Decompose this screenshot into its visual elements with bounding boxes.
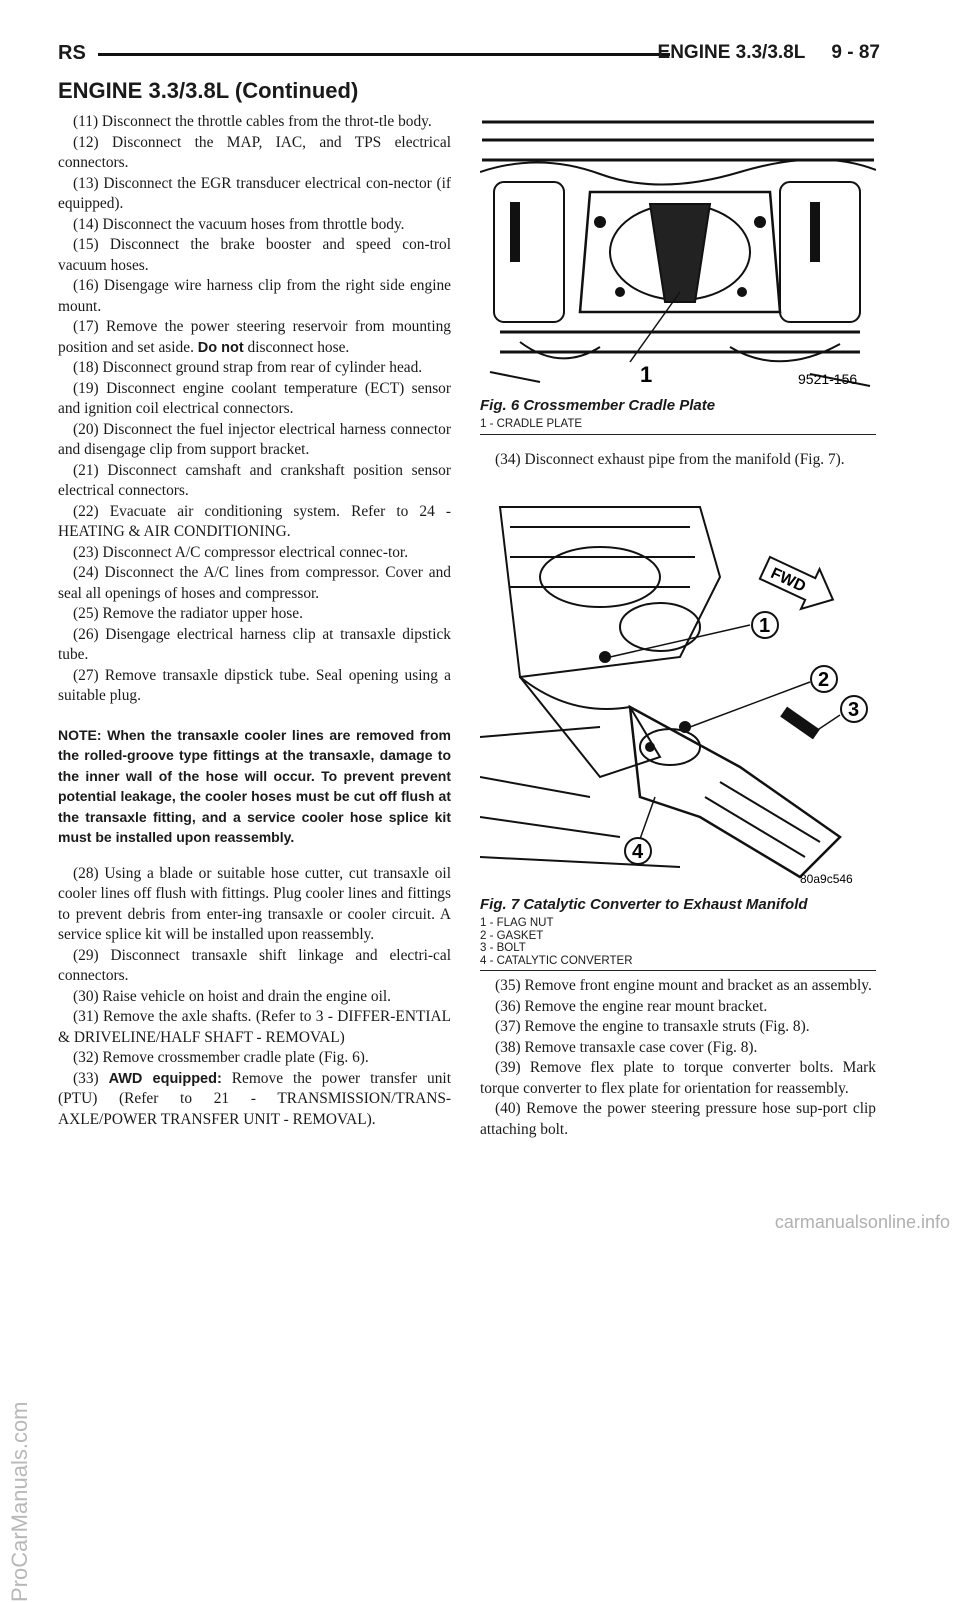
step-paragraph: (15) Disconnect the brake booster and speed con-trol vacuum hoses. [58, 236, 451, 274]
step-paragraph: (29) Disconnect transaxle shift linkage and electri-cal connectors. [58, 946, 451, 984]
step-paragraph: (18) Disconnect ground strap from rear of cylinder head. [73, 359, 423, 376]
figure-7-illustration [480, 497, 876, 894]
step-paragraph: (21) Disconnect camshaft and crankshaft position sensor electrical connectors. [58, 461, 451, 499]
legend-item: 3 - BOLT [480, 942, 526, 954]
page-header [58, 38, 880, 68]
header-section-code: RS [58, 42, 86, 64]
step-paragraph: (25) Remove the radiator upper hose. [73, 605, 303, 622]
callout-1: 1 [759, 615, 771, 637]
right-column-step-34 [480, 450, 876, 471]
step-paragraph: (14) Disconnect the vacuum hoses from throttle body. [73, 215, 405, 233]
right-column-steps [480, 976, 876, 1140]
header-rule [98, 53, 670, 56]
step-paragraph: (12) Disconnect the MAP, IAC, and TPS electrical connectors. [58, 133, 451, 171]
step-paragraph: (16) Disengage wire harness clip from the right side engine mount. [58, 277, 451, 315]
footer-watermark: carmanualsonline.info [774, 1212, 950, 1232]
figure-6-caption: Fig. 6 Crossmember Cradle Plate [480, 397, 716, 414]
step-paragraph-17 [58, 317, 451, 358]
step-paragraph: (28) Using a blade or suitable hose cutter, cut transaxle oil cooler lines off flush with fittings. Plug cooler lines and fittings to prevent debris from enter-ing transaxle or cooler circuit. A service splice kit will be installed upon reassembly. [58, 864, 451, 943]
callout-2: 2 [818, 669, 830, 691]
callout-4: 4 [632, 841, 644, 863]
legend-item: 1 - CRADLE PLATE [480, 418, 583, 430]
step-paragraph: (30) Raise vehicle on hoist and drain the engine oil. [73, 987, 391, 1005]
section-title: ENGINE 3.3/3.8L (Continued) [58, 78, 359, 103]
catalytic-converter-drawing [480, 497, 876, 889]
step-paragraph: (13) Disconnect the EGR transducer electrical con-nector (if equipped). [58, 174, 451, 212]
figure-6-illustration [480, 112, 876, 395]
step-33-text: (33) [73, 1069, 109, 1087]
cradle-plate-drawing [480, 112, 876, 390]
step-paragraph: (35) Remove front engine mount and bracket as an assembly. [495, 977, 872, 994]
figure-rule [480, 434, 876, 435]
step-paragraph: (20) Disconnect the fuel injector electrical harness connector and disengage clip from support bracket. [58, 420, 451, 458]
figure-rule [480, 970, 876, 971]
figure-7-legend [480, 917, 876, 967]
step-33-text-end: Remove the power transfer unit (PTU) (Refer to 21 - TRANSMISSION/TRANS-AXLE/POWER TRANSFER UNIT - REMOVAL). [58, 1069, 451, 1128]
figure-7-caption: Fig. 7 Catalytic Converter to Exhaust Manifold [480, 896, 808, 913]
step-paragraph: (27) Remove transaxle dipstick tube. Seal opening using a suitable plug. [58, 666, 451, 704]
legend-item: 1 - FLAG NUT [480, 917, 554, 929]
step-paragraph: (11) Disconnect the throttle cables from the throt-tle body. [73, 113, 432, 130]
step-paragraph: (39) Remove flex plate to torque converter bolts. Mark torque converter to flex plate for orientation for reassembly. [480, 1059, 876, 1097]
caution-note: NOTE: When the transaxle cooler lines are removed from the rolled-groove type fittings at the transaxle, damage to the inner wall of the hose will occur. To prevent prevent potential leakage, the cooler hoses must be cut off flush at the transaxle fitting, and a service cooler hose splice kit must be installed upon reassembly. [58, 726, 451, 845]
step-paragraph-33 [58, 1069, 451, 1131]
figure-6 [480, 112, 876, 435]
step-paragraph: (40) Remove the power steering pressure hose sup-port clip attaching bolt. [480, 1100, 876, 1138]
step-paragraph: (22) Evacuate air conditioning system. Refer to 24 - HEATING & AIR CONDITIONING. [58, 502, 451, 540]
step-paragraph: (37) Remove the engine to transaxle struts (Fig. 8). [495, 1018, 810, 1035]
step-paragraph: (38) Remove transaxle case cover (Fig. 8). [495, 1038, 758, 1056]
figure-6-legend [480, 418, 876, 431]
legend-item: 4 - CATALYTIC CONVERTER [480, 954, 633, 967]
step-33-emphasis: AWD equipped: [108, 1070, 222, 1087]
side-watermark: ProCarManuals.com [7, 1401, 32, 1602]
step-paragraph: (26) Disengage electrical harness clip at transaxle dipstick tube. [58, 625, 451, 663]
header-page-ref: ENGINE 3.3/3.8L 9 - 87 [657, 42, 880, 63]
figure-7 [480, 497, 876, 971]
left-column [58, 112, 451, 1130]
step-paragraph: (34) Disconnect exhaust pipe from the manifold (Fig. 7). [495, 451, 845, 468]
step-paragraph: (36) Remove the engine rear mount bracket. [495, 997, 768, 1015]
legend-item: 2 - GASKET [480, 929, 544, 942]
step-17-emphasis: Do not [197, 339, 244, 356]
step-paragraph: (23) Disconnect A/C compressor electrical connec-tor. [73, 543, 409, 561]
step-paragraph: (19) Disconnect engine coolant temperature (ECT) sensor and ignition coil electrical connectors. [58, 379, 451, 417]
step-paragraph: (31) Remove the axle shafts. (Refer to 3 - DIFFER-ENTIAL & DRIVELINE/HALF SHAFT - REMOVAL) [58, 1008, 451, 1046]
step-17-text-end: disconnect hose. [243, 338, 350, 356]
figure-7-code: 80a9c546 [800, 872, 853, 886]
step-paragraph: (32) Remove crossmember cradle plate (Fig. 6). [73, 1049, 369, 1066]
figure-6-callout-1: 1 [640, 362, 653, 387]
figure-6-code: 9521-156 [798, 371, 858, 387]
fwd-arrow-label: FWD [767, 564, 809, 596]
callout-3: 3 [848, 699, 860, 721]
step-17-text: (17) Remove the power steering reservoir from mounting position and set aside. [58, 318, 451, 356]
step-paragraph: (24) Disconnect the A/C lines from compressor. Cover and seal all openings of hoses and compressor. [58, 564, 451, 602]
